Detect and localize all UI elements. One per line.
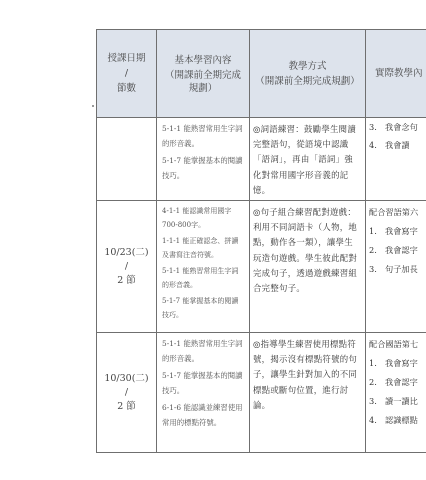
content-item: 5-1-1 能熟習常用生字詞的形音義。 [162,339,243,363]
scan-mark [92,105,94,107]
actual-item: 3. 我會念句 [369,122,418,132]
content-cell [157,333,250,453]
content-item: 5-1-1 能熟習常用生字詞的形音義。 [162,267,239,289]
method-cell [250,201,366,333]
date-cell [97,201,157,333]
table-row [97,333,426,453]
date-separator: / [124,260,129,272]
header-date-label: 授課日期 [107,53,146,64]
actual-heading: 配合習語第六 [369,207,419,218]
content-item: 5-1-7 能掌握基本的閱讀技巧。 [162,297,239,319]
content-item: 5-1-7 能掌握基本的閱讀技巧。 [162,371,243,395]
header-method-note: （開課前全期完成規劃） [255,75,360,87]
content-item: 4-1-1 能認識常用國字700-800字。 [162,207,232,229]
method-cell [250,333,366,453]
actual-item: 2. 我會認字 [369,377,418,388]
actual-cell [366,118,426,201]
header-actual-label: 實際教學內 [375,68,423,79]
table-row [97,118,426,201]
actual-item: 2. 我會認字 [369,245,418,256]
date-separator: / [124,386,129,398]
method-text: ◎指導學生練習使用標點符號，揭示沒有標點符號的句子，讓學生針對加入的不同標點或斷句位置，進行討論。 [253,339,358,410]
actual-heading: 配合國語第七 [369,339,419,350]
header-content-label: 基本學習內容 [174,55,232,66]
date-cell [97,333,157,453]
header-actual-teaching [366,30,426,118]
header-content-note-2: 規劃） [188,83,218,94]
date-cell [97,118,157,201]
content-cell [157,118,250,201]
header-date-separator: / [124,68,129,79]
content-item: 5-1-7 能掌握基本的閱讀技巧。 [162,156,243,180]
content-item: 1-1-1 能正確認念、拼讀及書寫注音符號。 [162,237,239,259]
header-periods-label: 節數 [116,83,136,94]
content-item: 6-1-6 能認識並練習使用常用的標點符號。 [162,403,243,427]
header-teaching-method [250,30,366,118]
lesson-periods: 2 節 [117,400,136,412]
header-row [97,30,426,118]
header-basic-content [157,30,250,118]
header-content-note-1: （開課前全期完成 [164,70,241,81]
actual-item: 3. 讀一讀比 [369,396,418,407]
actual-item: 4. 認識標點 [369,415,418,426]
actual-item: 1. 我會寫字 [369,226,418,237]
actual-item: 3. 句子加長 [369,264,418,275]
table-row [97,201,426,333]
content-item: 5-1-1 能熟習常用生字詞的形音義。 [162,124,243,148]
lesson-periods: 2 節 [117,274,136,286]
actual-item: 4. 我會讀 [369,140,410,150]
method-text: ◎句子組合練習配對遊戲：利用不同詞語卡（人物，地點，動作各一類），讓學生玩造句遊戲。學生彼此配對完成句子，透過遊戲練習組合完整句子。 [253,207,358,294]
content-cell [157,201,250,333]
method-text: ◎詞語練習：鼓勵學生閱讀完整語句，從語境中認識「語詞」，再由「語詞」強化對常用國字形音義的記憶。 [253,124,357,195]
method-cell [250,118,366,201]
header-method-label: 教學方式 [288,60,327,72]
header-date-periods [97,30,157,118]
actual-cell [366,201,426,333]
lesson-date: 10/23(二) [104,246,149,258]
lesson-plan-table [96,29,426,453]
lesson-date: 10/30(二) [104,372,149,384]
actual-cell [366,333,426,453]
actual-item: 1. 我會寫字 [369,358,418,369]
